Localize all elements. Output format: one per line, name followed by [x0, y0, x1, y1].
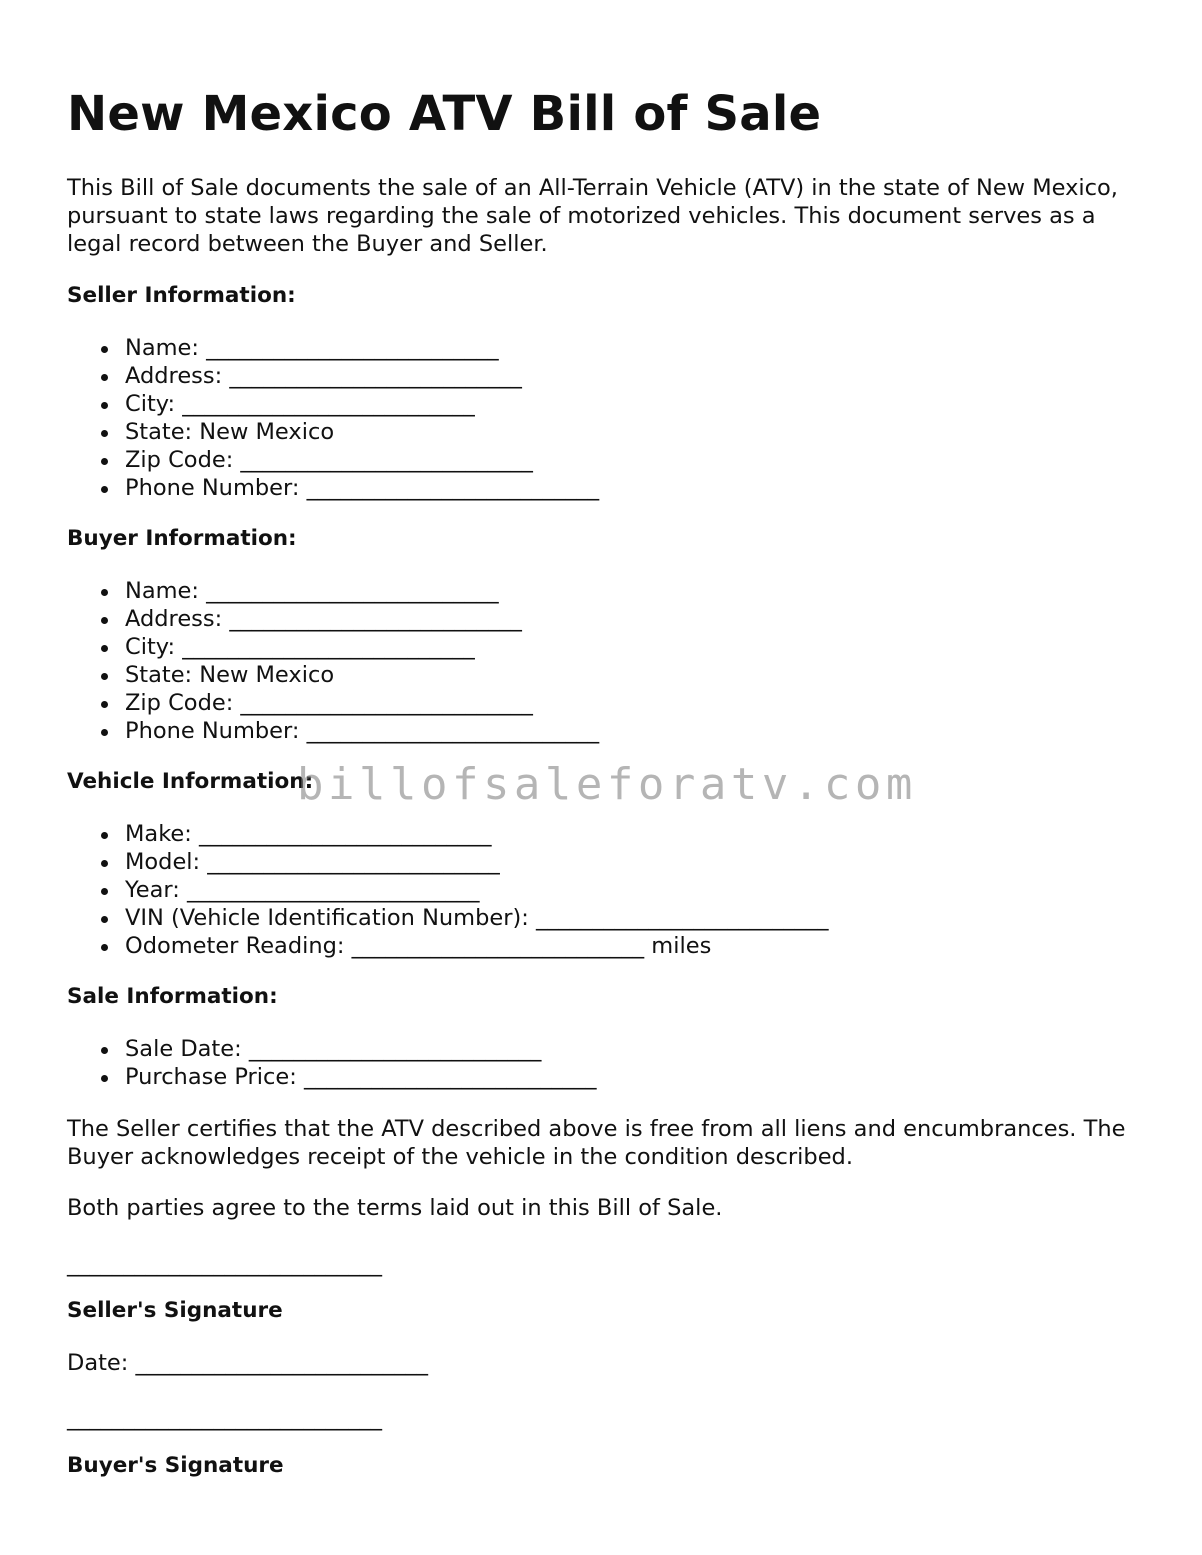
buyer-section-heading: Buyer Information: [67, 526, 297, 551]
seller-section-heading: Seller Information: [67, 283, 296, 308]
vehicle-year-field: Year: __________________________ [67, 876, 828, 904]
seller-city-field: City: __________________________ [67, 390, 599, 418]
buyer-phone-field: Phone Number: __________________________ [67, 717, 599, 745]
vehicle-section-heading: Vehicle Information: [67, 769, 314, 794]
buyer-city-field: City: __________________________ [67, 633, 599, 661]
sale-section-heading: Sale Information: [67, 984, 278, 1009]
buyer-fields-list [67, 577, 599, 745]
buyer-state-field: State: New Mexico [67, 661, 599, 689]
page-title: New Mexico ATV Bill of Sale [67, 86, 822, 142]
buyer-name-field: Name: __________________________ [67, 577, 599, 605]
vehicle-odometer-field: Odometer Reading: __________________________ miles [67, 932, 828, 960]
seller-name-field: Name: __________________________ [67, 334, 599, 362]
agreement-paragraph: Both parties agree to the terms laid out in this Bill of Sale. [67, 1195, 723, 1221]
seller-phone-field: Phone Number: __________________________ [67, 474, 599, 502]
vehicle-fields-list [67, 820, 828, 960]
certification-paragraph: The Seller certifies that the ATV described above is free from all liens and encumbrances. The Buyer acknowledges receipt of the vehicle in the condition described. [67, 1116, 1126, 1170]
vehicle-make-field: Make: __________________________ [67, 820, 828, 848]
buyer-address-field: Address: __________________________ [67, 605, 599, 633]
seller-state-field: State: New Mexico [67, 418, 599, 446]
seller-zip-field: Zip Code: __________________________ [67, 446, 599, 474]
seller-signature-line: ____________________________ [67, 1251, 382, 1277]
watermark-text: billofsaleforatv.com [297, 759, 917, 810]
seller-date-line: Date: __________________________ [67, 1350, 429, 1376]
sale-fields-list [67, 1035, 596, 1091]
buyer-zip-field: Zip Code: __________________________ [67, 689, 599, 717]
vehicle-vin-field: VIN (Vehicle Identification Number): __________________________ [67, 904, 828, 932]
purchase-price-field: Purchase Price: __________________________ [67, 1063, 596, 1091]
buyer-signature-label: Buyer's Signature [67, 1453, 284, 1478]
seller-fields-list [67, 334, 599, 502]
buyer-signature-line: ____________________________ [67, 1405, 382, 1431]
seller-signature-label: Seller's Signature [67, 1298, 283, 1323]
seller-address-field: Address: __________________________ [67, 362, 599, 390]
sale-date-field: Sale Date: __________________________ [67, 1035, 596, 1063]
vehicle-model-field: Model: __________________________ [67, 848, 828, 876]
intro-paragraph: This Bill of Sale documents the sale of an All-Terrain Vehicle (ATV) in the state of New Mexico, pursuant to state laws regarding the sale of motorized vehicles. This document serves as a legal record between the Buyer and Seller. [67, 175, 1118, 257]
